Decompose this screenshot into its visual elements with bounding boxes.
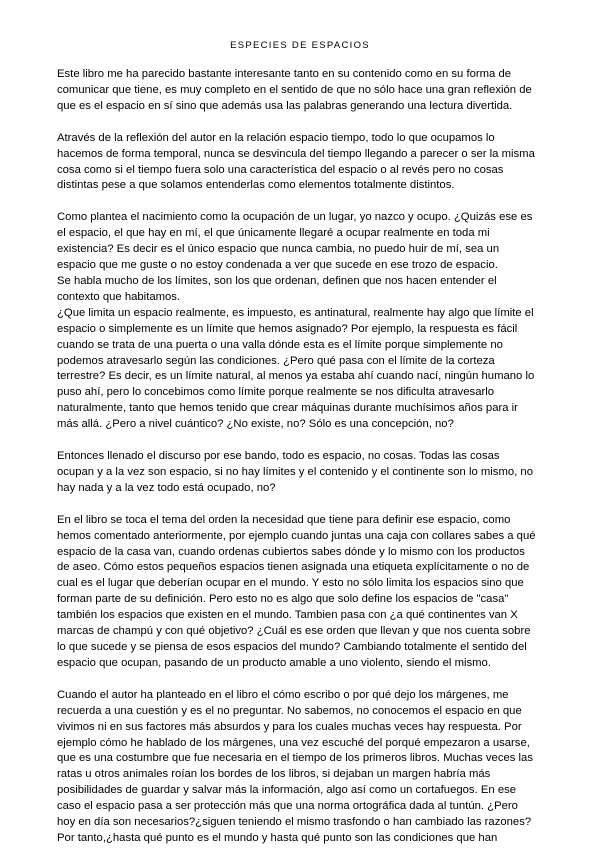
text-line: naturalmente, tanto que hemos tenido que crear máquinas durante muchísimos años para ir [57, 402, 518, 415]
text-line: que es una costumbre que fue necesaria en el tiempo de los primeros libros. Muchas veces las [57, 752, 533, 765]
text-line: Se habla mucho de los límites, son los que ordenan, definen que nos hacen entender el [57, 274, 497, 287]
text-line: ¿Que limita un espacio realmente, es impuesto, es antinatural, realmente hay algo que límite el [57, 306, 534, 319]
text-line: podemos atravesarlo según las condiciones. ¿Pero qué pasa con el límite de la corteza [57, 354, 495, 367]
text-line: más allá. ¿Pero a nivel cuántico? ¿No existe, no? Sólo es una concepción, no? [57, 418, 454, 431]
paragraph [57, 67, 535, 115]
text-line: cosa como si el tiempo fuera solo una característica del espacio o al revés pero no cosas [57, 163, 504, 176]
text-line: puso ahí, pero lo concebimos como límite porque realmente se nos dificulta atravesarlo [57, 386, 495, 399]
text-line: cual es el lugar que deberían ocupar en el mundo. Y esto no sólo limita los espacios sino que [57, 577, 524, 590]
text-line: hemos comentado anteriormente, por ejemplo cuando juntas una caja con collares sabes a qué [57, 529, 536, 542]
text-line: terrestre? Es decir, es un límite natural, al menos ya estaba ahí cuando nací, ningún humano lo [57, 370, 535, 383]
text-line: ocupan y a la vez son espacio, si no hay límites y el contenido y el continente son lo mismo, no [57, 465, 533, 478]
text-line: ratas u otros animales roían los bordes de los libros, si dejaban un margen habría más [57, 768, 491, 781]
text-line: espacio o simplemente es un límite que hemos asignado? Por ejemplo, la respuesta es fácil [57, 322, 518, 335]
text-line: vivimos ni en sus factores más absurdos y para los cuales muchas veces hay respuesta. Por [57, 720, 522, 733]
text-line: espacio de la casa van, cuando ordenas cubiertos sabes dónde y lo mismo con los productos [57, 545, 525, 558]
text-line: Este libro me ha parecido bastante interesante tanto en su contenido como en su forma de [57, 68, 512, 80]
paragraph [57, 688, 535, 847]
text-line: Por tanto,¿hasta qué punto es el mundo y hasta qué punto son las condiciones que han [57, 831, 498, 844]
text-line: espacio que ocupan, pasando de un producto amable a uno violento, siendo el mismo. [57, 656, 491, 669]
text-line: que es el espacio en sí sino que además usa las palabras generando una lectura divertida. [57, 99, 513, 112]
text-line: contexto que habitamos. [57, 290, 181, 303]
paragraph [57, 210, 535, 433]
paragraph [57, 513, 535, 672]
text-line: cuando se trata de una puerta o una valla dónde esta es el límite porque simplemente no [57, 338, 503, 351]
text-line: distintas pese a que solamos entenderlas como elementos totalmente distintos. [57, 179, 455, 192]
text-line: espacio que me guste o no estoy condenada a ver que sucede en ese trozo de espacio. [57, 259, 498, 272]
text-line: hacemos de forma temporal, nunca se desvincula del tiempo llegando a parecer o ser la misma [57, 147, 535, 160]
text-line: el espacio, el que hay en mí, el que únicamente llegaré a ocupar realmente en toda mi [57, 227, 490, 240]
text-line: caso el espacio pasa a ser protección más que una norma ortográfica dada al tuntún. ¿Pero [57, 800, 518, 813]
paragraph [57, 449, 535, 497]
text-line: lo que sucede y se piensa de esos espacios del mundo? Cambiando totalmente el sentido del [57, 641, 527, 653]
document-body [57, 67, 535, 863]
document-title: ESPECIES DE ESPACIOS [230, 40, 370, 51]
text-line: hoy en día son necesarios?¿siguen teniendo el mismo trasfondo o han cambiado las razones? [57, 816, 532, 829]
text-line: Entonces llenado el discurso por ese bando, todo es espacio, no cosas. Todas las cosas [57, 450, 500, 463]
text-line: posibilidades de guardar y salvar más la información, algo así como un cortafuegos. En ese [57, 784, 517, 797]
text-line: ejemplo cómo he hablado de los márgenes, una vez escuché del porqué empezaron a usarse, [57, 736, 530, 749]
text-line: Cuando el autor ha planteado en el libro el cómo escribo o por qué dejo los márgenes, me [57, 688, 509, 701]
text-line: forman parte de su definición. Pero esto no es algo que solo define los espacios de "casa" [57, 593, 509, 606]
text-line: Como plantea el nacimiento como la ocupación de un lugar, yo nazco y ocupo. ¿Quizás ese es [57, 211, 533, 224]
text-line: de aseo. Cómo estos pequeños espacios tienen asignada una etiqueta explícitamente o no de [57, 561, 530, 574]
text-line: existencia? Es decir es el único espacio que nunca cambia, no puedo huir de mí, sea un [57, 243, 500, 256]
text-line: En el libro se toca el tema del orden la necesidad que tiene para definir ese espacio, como [57, 513, 511, 526]
text-line: hay nada y a la vez todo está ocupado, no? [57, 481, 276, 494]
text-line: recuerda a una cuestión y es el no preguntar. No sabemos, no conocemos el espacio en que [57, 704, 522, 717]
text-line: Através de la reflexión del autor en la relación espacio tiempo, todo lo que ocupamos lo [57, 131, 495, 144]
text-line: también los espacios que existen en el mundo. Tambien pasa con ¿a qué continentes van X [57, 609, 518, 622]
text-line: marcas de champú y con qué objetivo? ¿Cuál es ese orden que llevan y que nos cuenta sobre [57, 625, 531, 638]
text-line: comunicar que tiene, es muy completo en el sentido de que no sólo hace una gran reflexión de [57, 83, 532, 96]
paragraph [57, 131, 535, 195]
